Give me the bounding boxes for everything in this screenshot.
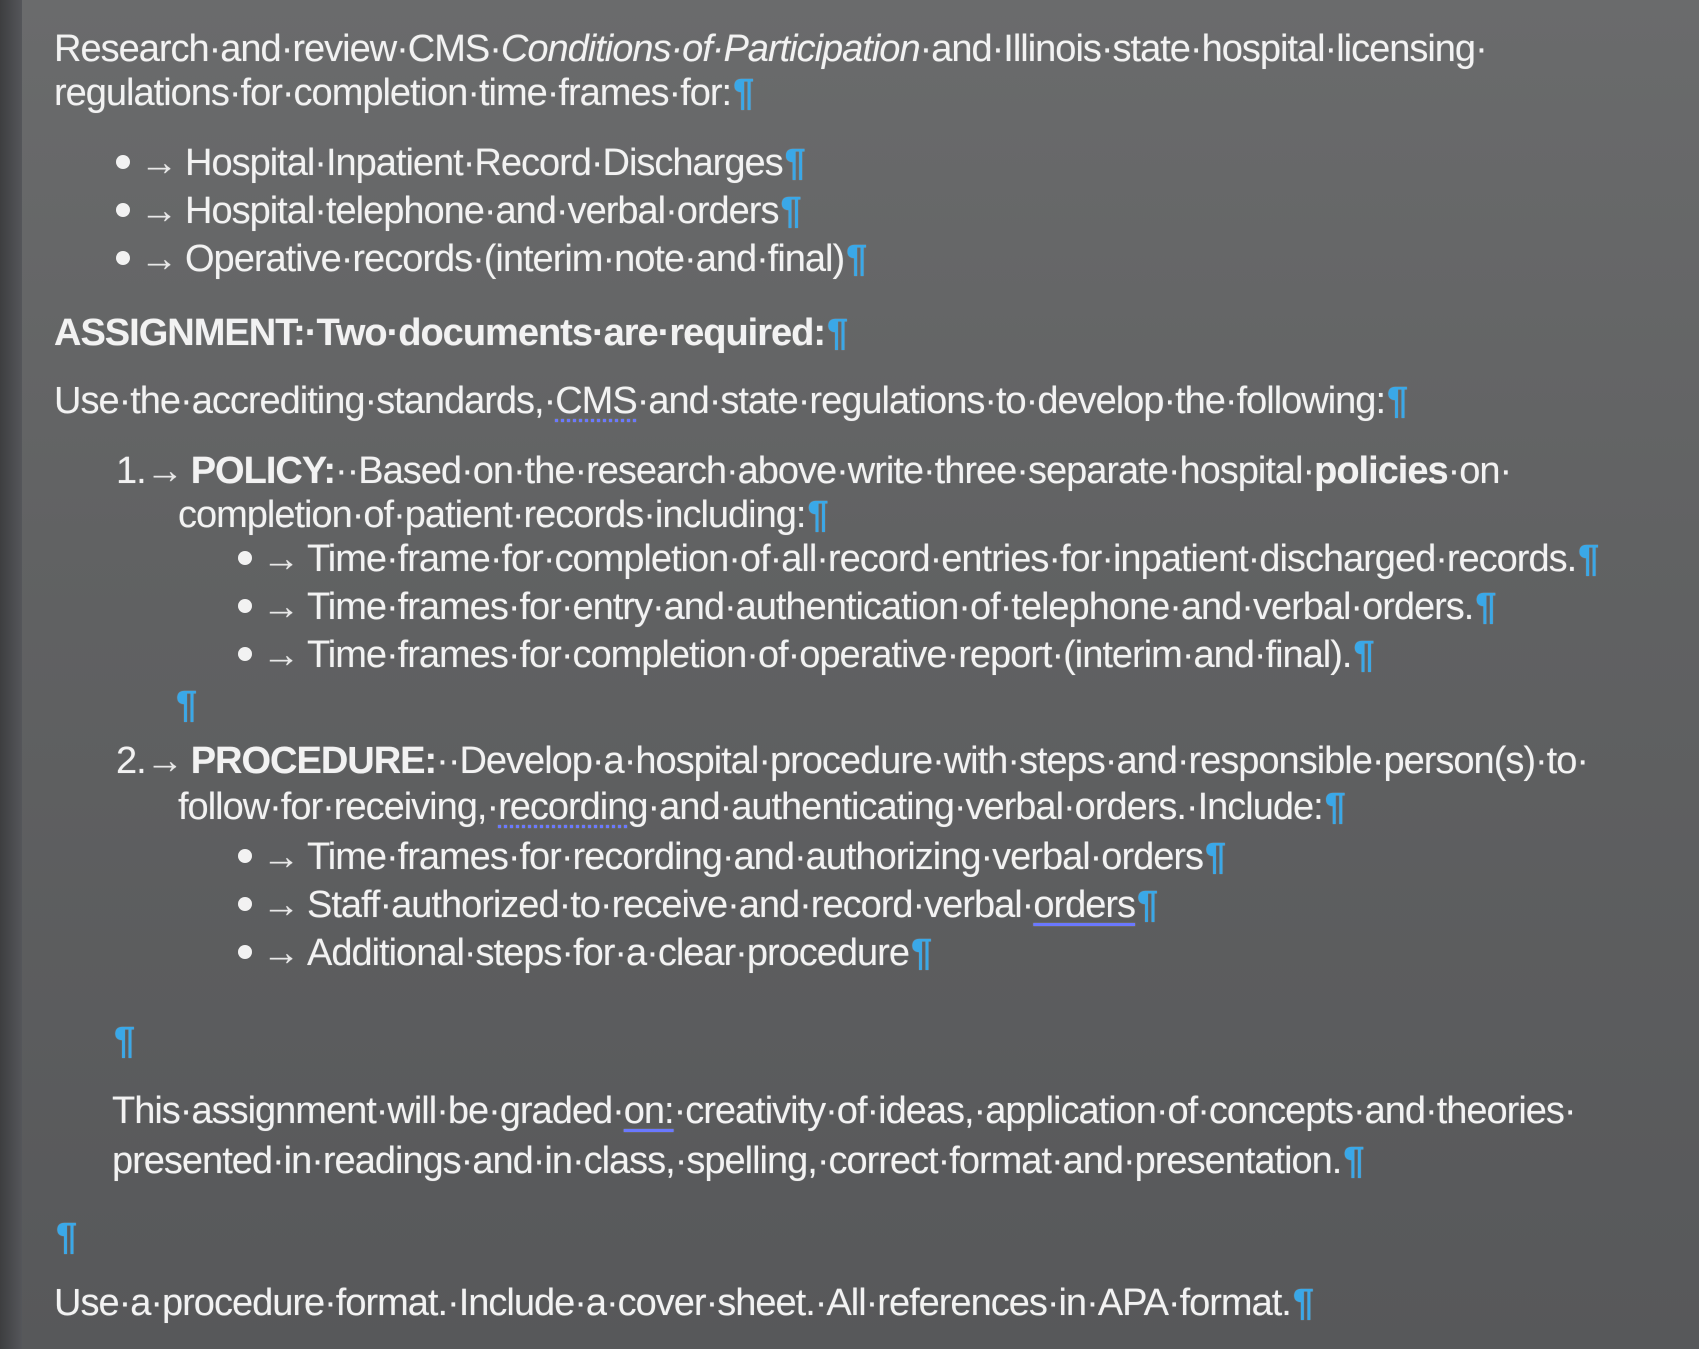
use-standards-line bbox=[54, 378, 1407, 424]
intro-bullet-item bbox=[116, 140, 805, 186]
pilcrow-mark: ¶ bbox=[1475, 586, 1496, 628]
bullet-icon bbox=[238, 849, 252, 863]
pilcrow-mark: ¶ bbox=[176, 684, 197, 726]
bullet-icon bbox=[238, 945, 252, 959]
intro-bullet-text: Hospital·telephone·and·verbal·orders bbox=[185, 190, 779, 232]
grading-line-1 bbox=[112, 1088, 1576, 1134]
policy-bullet-item bbox=[238, 632, 1374, 678]
list-number: 1. bbox=[116, 450, 146, 492]
intro-bullet-text: Operative·records·(interim·note·and·final) bbox=[185, 238, 845, 280]
use-line-text: Use·the·accrediting·standards,· bbox=[54, 380, 556, 422]
final-instruction-line bbox=[54, 1280, 1313, 1326]
page-edge bbox=[0, 0, 22, 1349]
bullet-icon bbox=[238, 897, 252, 911]
pilcrow-mark: ¶ bbox=[1578, 538, 1599, 580]
list-number: 2. bbox=[116, 740, 146, 782]
pilcrow-mark: ¶ bbox=[827, 312, 848, 354]
policy-line-1 bbox=[116, 448, 1511, 494]
procedure-bullet-item bbox=[238, 882, 1157, 928]
policy-text: ··Based·on·the·research·above·write·three·separate·hospital· bbox=[335, 450, 1315, 492]
bullet-icon bbox=[238, 647, 252, 661]
policy-bullet-text: Time·frames·for·entry·and·authentication·of·telephone·and·verbal·orders. bbox=[307, 586, 1474, 628]
bullet-icon bbox=[116, 251, 130, 265]
pilcrow-mark: ¶ bbox=[1324, 786, 1345, 828]
cms-flagged-word[interactable]: CMS bbox=[555, 380, 637, 422]
empty-paragraph bbox=[174, 682, 196, 728]
assignment-heading-text: ASSIGNMENT:·Two·documents·are·required: bbox=[54, 312, 826, 354]
pilcrow-mark: ¶ bbox=[1137, 884, 1158, 926]
bullet-icon bbox=[116, 155, 130, 169]
intro-bullet-text: Hospital·Inpatient·Record·Discharges bbox=[185, 142, 783, 184]
bullet-icon bbox=[116, 203, 130, 217]
grading-text-line2: presented·in·readings·and·in·class,·spelling,·correct·format·and·presentation. bbox=[112, 1140, 1342, 1182]
tab-arrow-icon: → bbox=[262, 884, 299, 926]
procedure-label: PROCEDURE: bbox=[190, 740, 437, 782]
intro-bullet-item bbox=[116, 236, 866, 282]
on-underlined-word[interactable]: on: bbox=[623, 1090, 674, 1132]
procedure-bullet-item bbox=[238, 930, 931, 976]
intro-line-2 bbox=[54, 70, 753, 116]
intro-line-1 bbox=[54, 26, 1487, 72]
policy-text-line2: completion·of·patient·records·including: bbox=[178, 494, 806, 536]
policy-bullet-item bbox=[238, 584, 1496, 630]
grading-text: This·assignment·will·be·graded· bbox=[112, 1090, 624, 1132]
tab-arrow-icon: → bbox=[262, 932, 299, 974]
final-instruction-text: Use·a·procedure·format.·Include·a·cover·sheet.·All·references·in·APA·format. bbox=[54, 1282, 1291, 1324]
policy-text-continued: ·on· bbox=[1447, 450, 1512, 492]
policy-bullet-text: Time·frames·for·completion·of·operative·report·(interim·and·final). bbox=[307, 634, 1352, 676]
procedure-bullet-item bbox=[238, 834, 1225, 880]
policy-label: POLICY: bbox=[190, 450, 335, 492]
intro-bullet-item bbox=[116, 188, 801, 234]
intro-text-continued: ·and·Illinois·state·hospital·licensing· bbox=[919, 28, 1487, 70]
tab-arrow-icon: → bbox=[262, 538, 299, 580]
pilcrow-mark: ¶ bbox=[1387, 380, 1408, 422]
bullet-icon bbox=[238, 599, 252, 613]
tab-arrow-icon: → bbox=[145, 740, 183, 782]
intro-text-line2: regulations·for·completion·time·frames·for: bbox=[54, 72, 732, 114]
procedure-text: ··Develop·a·hospital·procedure·with·steps·and·responsible·person(s)·to· bbox=[436, 740, 1588, 782]
pilcrow-mark: ¶ bbox=[780, 190, 801, 232]
tab-arrow-icon: → bbox=[262, 634, 299, 676]
pilcrow-mark: ¶ bbox=[114, 1020, 135, 1062]
pilcrow-mark: ¶ bbox=[733, 72, 754, 114]
pilcrow-mark: ¶ bbox=[1353, 634, 1374, 676]
pilcrow-mark: ¶ bbox=[1292, 1282, 1313, 1324]
empty-paragraph bbox=[112, 1018, 134, 1064]
pilcrow-mark: ¶ bbox=[784, 142, 805, 184]
procedure-bullet-text: Staff·authorized·to·receive·and·record·verbal· bbox=[307, 884, 1034, 926]
pilcrow-mark: ¶ bbox=[910, 932, 932, 974]
procedure-line-1 bbox=[116, 738, 1588, 784]
procedure-bullet-text: Additional·steps·for·a·clear·procedure bbox=[307, 932, 909, 974]
assignment-heading bbox=[54, 310, 847, 356]
policies-bold-word: policies bbox=[1314, 450, 1448, 492]
tab-arrow-icon: → bbox=[140, 238, 177, 280]
pilcrow-mark: ¶ bbox=[846, 238, 867, 280]
orders-underlined-word[interactable]: orders bbox=[1033, 884, 1136, 926]
empty-paragraph bbox=[54, 1214, 76, 1260]
grading-line-2 bbox=[112, 1138, 1364, 1184]
recording-flagged-word[interactable]: recording bbox=[498, 786, 648, 828]
pilcrow-mark: ¶ bbox=[807, 494, 828, 536]
tab-arrow-icon: → bbox=[140, 190, 177, 232]
tab-arrow-icon: → bbox=[262, 836, 299, 878]
procedure-text-line2-continued: ·and·authenticating·verbal·orders.·Include: bbox=[647, 786, 1323, 828]
tab-arrow-icon: → bbox=[262, 586, 299, 628]
procedure-bullet-text: Time·frames·for·recording·and·authorizing·verbal·orders bbox=[307, 836, 1204, 878]
policy-bullet-text: Time·frame·for·completion·of·all·record·entries·for·inpatient·discharged·records. bbox=[307, 538, 1577, 580]
policy-bullet-item bbox=[238, 536, 1598, 582]
policy-line-2 bbox=[178, 492, 828, 538]
intro-italic-title: Conditions·of·Participation bbox=[500, 28, 920, 70]
use-line-text-continued: ·and·state·regulations·to·develop·the·following: bbox=[636, 380, 1385, 422]
intro-text: Research·and·review·CMS· bbox=[54, 28, 501, 70]
tab-arrow-icon: → bbox=[145, 450, 183, 492]
tab-arrow-icon: → bbox=[140, 142, 177, 184]
pilcrow-mark: ¶ bbox=[1343, 1140, 1364, 1182]
procedure-line-2 bbox=[178, 784, 1345, 830]
procedure-text-line2: follow·for·receiving,· bbox=[178, 786, 499, 828]
pilcrow-mark: ¶ bbox=[56, 1216, 77, 1258]
pilcrow-mark: ¶ bbox=[1205, 836, 1226, 878]
bullet-icon bbox=[238, 551, 252, 565]
grading-text-continued: ·creativity·of·ideas,·application·of·concepts·and·theories· bbox=[673, 1090, 1576, 1132]
